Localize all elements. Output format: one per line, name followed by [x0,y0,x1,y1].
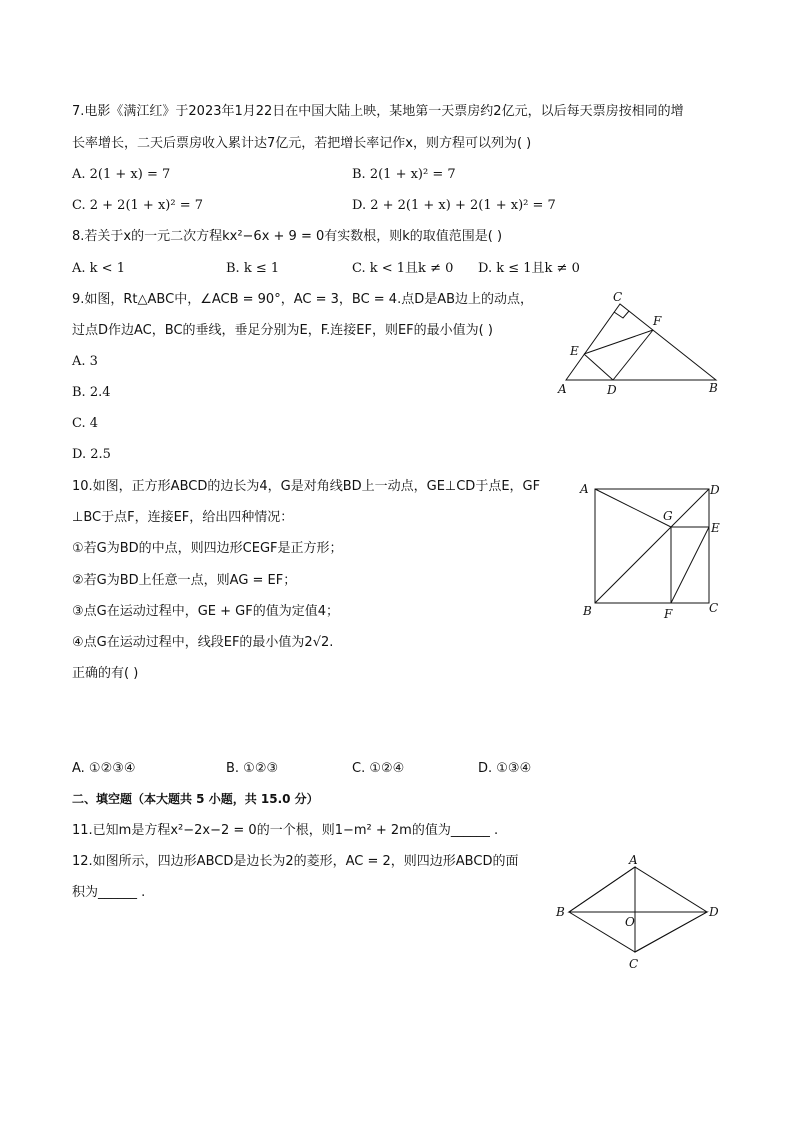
label-b: B [709,381,718,395]
label-b: B [583,604,592,618]
q11-text-line1: 11.已知m是方程x²−2x−2 = 0的一个根，则1−m² + 2m的值为______ . [72,823,499,838]
q12-text-line1: 12.如图所示，四边形ABCD是边长为2的菱形，AC = 2，则四边形ABCD的面 [72,854,519,869]
segment-ag [595,489,671,527]
q9-option-a: A. 3 [72,354,98,369]
q10-text-line2: ⊥BC于点F，连接EF，给出四种情况： [72,510,294,525]
label-f: F [653,314,662,328]
q8-option-c: C. k < 1且k ≠ 0 [352,261,454,276]
q9-option-c: C. 4 [72,416,99,431]
q12-rhombus-figure [552,850,727,975]
rhombus-outline [569,867,707,952]
label-a: A [629,853,638,867]
q7-text-line2: 长率增长，二天后票房收入累计达7亿元，若把增长率记作x，则方程可以列为( ) [72,136,532,151]
label-c: C [629,957,639,971]
q7-option-c: C. 2 + 2(1 + x)² = 7 [72,198,203,213]
q8-option-d: D. k ≤ 1且k ≠ 0 [478,261,580,276]
q10-square-figure [575,478,725,623]
label-e: E [711,521,720,535]
diagonal-bd [595,489,709,603]
q12-text-line2: 积为______ . [72,885,146,900]
q10-option-b: B. ①②③ [226,761,279,776]
q9-option-d: D. 2.5 [72,447,111,462]
q9-text-line2: 过点D作边AC，BC的垂线，垂足分别为E，F.连接EF，则EF的最小值为( ) [72,323,493,338]
q10-prompt: 正确的有( ) [72,666,139,681]
q7-option-d: D. 2 + 2(1 + x) + 2(1 + x)² = 7 [352,198,556,213]
q10-item-1: ①若G为BD的中点，则四边形CEGF是正方形； [72,541,343,556]
q8-option-a: A. k < 1 [72,261,125,276]
label-c: C [709,601,719,615]
label-a: A [558,382,567,396]
q8-option-b: B. k ≤ 1 [226,261,280,276]
rhombus-abcd [569,867,707,952]
label-e: E [570,344,579,358]
q7-option-b: B. 2(1 + x)² = 7 [352,167,456,182]
right-angle-mark-c [614,311,629,318]
label-c: C [613,290,623,304]
label-a: A [580,482,589,496]
q8-text-line1: 8.若关于x的一元二次方程kx²−6x + 9 = 0有实数根，则k的取值范围是( ) [72,229,503,244]
q7-text-line1: 7.电影《满江红》于2023年1月22日在中国大陆上映，某地第一天票房约2亿元，以后每天票房按相同的增 [72,104,684,119]
segment-ef [584,330,653,354]
q10-item-4: ④点G在运动过程中，线段EF的最小值为2√2. [72,635,334,650]
segment-df [613,330,653,380]
section2-title: 二、填空题（本大题共 5 小题，共 15.0 分） [72,792,319,806]
q9-text-line1: 9.如图，Rt△ABC中，∠ACB = 90°，AC = 3，BC = 4.点D是AB边上的动点， [72,292,534,307]
q10-option-d: D. ①③④ [478,761,532,776]
q10-option-c: C. ①②④ [352,761,405,776]
q10-item-2: ②若G为BD上任意一点，则AG = EF； [72,573,297,588]
segment-ef [671,527,709,603]
label-d: D [607,383,617,397]
q7-option-a: A. 2(1 + x) = 7 [72,167,171,182]
q9-triangle-figure [550,288,730,403]
q10-option-a: A. ①②③④ [72,761,136,776]
segment-de [584,354,613,380]
q9-option-b: B. 2.4 [72,385,111,400]
label-o: O [625,915,635,929]
q10-text-line1: 10.如图，正方形ABCD的边长为4，G是对角线BD上一动点，GE⊥CD于点E，GF [72,479,541,494]
triangle-abc [566,304,716,380]
label-b: B [556,905,565,919]
label-f: F [664,607,673,621]
label-d: D [710,483,720,497]
q10-item-3: ③点G在运动过程中，GE + GF的值为定值4； [72,604,339,619]
label-d: D [709,905,719,919]
label-g: G [663,509,673,523]
